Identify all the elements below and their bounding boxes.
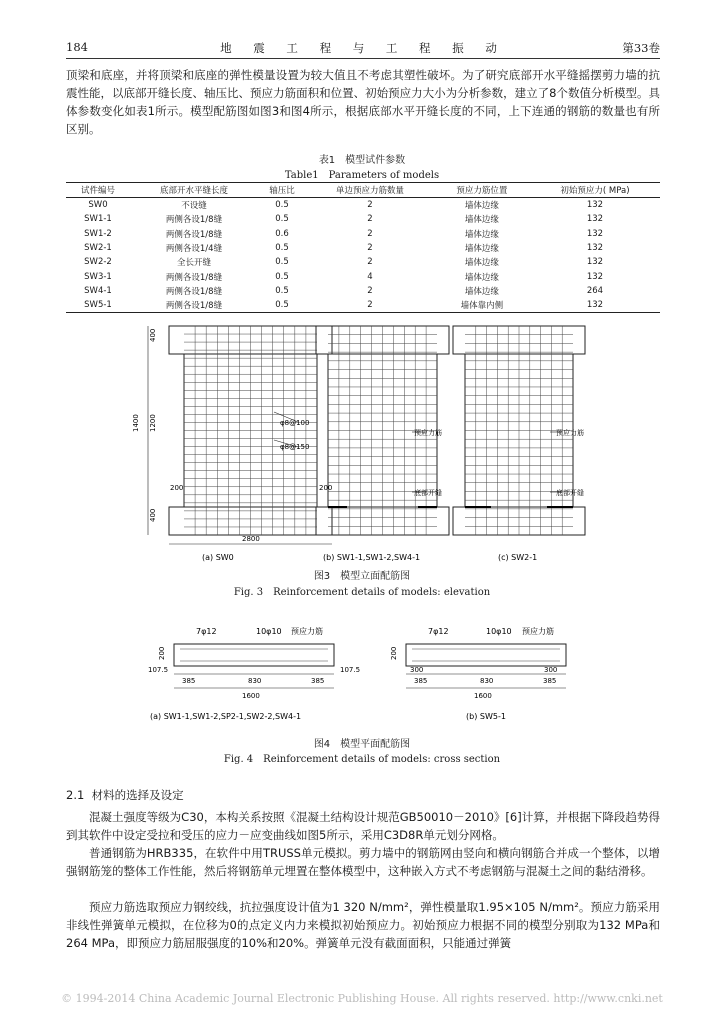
page-header bbox=[66, 40, 660, 60]
col-header: 底部开水平缝长度 bbox=[130, 183, 258, 198]
dim-d3-right: 385 bbox=[543, 677, 557, 685]
sublabel-c: (c) SW2-1 bbox=[498, 553, 538, 562]
paragraph-concrete: 混凝土强度等级为C30，本构关系按照《混凝土结构设计规范GB50010－2010》[6]计算，并根据下降段趋势得到其软件中设定受拉和受压的应力－应变曲线如图5所示，采用C3D8R单元划分网格。 bbox=[66, 810, 660, 842]
table1-caption-en: Table1 Parameters of models bbox=[284, 170, 440, 181]
table-cell: 2 bbox=[367, 214, 373, 225]
table-cell: SW1-2 bbox=[84, 228, 112, 239]
figure3-elevation bbox=[66, 322, 660, 587]
table-row bbox=[66, 198, 660, 213]
col-header: 单边预应力筋数量 bbox=[306, 183, 434, 198]
dim-width: 2800 bbox=[242, 535, 260, 543]
table-row bbox=[66, 255, 660, 269]
table-cell: 墙体边缘 bbox=[464, 286, 499, 297]
table-cell: 墙体边缘 bbox=[464, 229, 499, 240]
panel-sw1 bbox=[316, 326, 449, 562]
dim-seat-right: 200 bbox=[319, 484, 333, 492]
table-cell: 全长开缝 bbox=[176, 258, 211, 269]
col-header: 试件编号 bbox=[66, 183, 130, 198]
table-cell: 132 bbox=[530, 298, 660, 313]
header-rule bbox=[66, 58, 660, 59]
copyright-footer: © 1994-2014 China Academic Journal Electronic Publishing House. All rights reserved. http://www.cnki.net bbox=[61, 992, 663, 1005]
table-cell: 两侧各设1/8缝 bbox=[165, 286, 223, 297]
dim-seat-left: 200 bbox=[170, 484, 184, 492]
table-cell: 0.5 bbox=[275, 271, 289, 282]
label-bars-b-left: 10φ10 bbox=[256, 627, 282, 636]
table-row bbox=[66, 269, 660, 283]
dim-h-right: 200 bbox=[390, 646, 398, 660]
parameters-table bbox=[66, 182, 660, 313]
paragraph-rebar: 普通钢筋为HRB335，在软件中用TRUSS单元模拟。剪力墙中的钢筋网由竖向和横向钢筋合并成一个整体，以增强钢筋笼的整体工作性能，然后将钢筋单元埋置在整体模型中，这种嵌入方式不考虑钢筋与混凝土之间的黏结滑移。 bbox=[66, 846, 660, 878]
table-cell: 两侧各设1/8缝 bbox=[165, 229, 223, 240]
dim-d2-left: 830 bbox=[248, 677, 262, 685]
table-cell: SW0 bbox=[88, 200, 108, 211]
journal-title: 地 震 工 程 与 工 程 振 动 bbox=[220, 41, 506, 55]
table-cell: 0.5 bbox=[275, 243, 289, 254]
label-tendon-c: 预应力筋 bbox=[556, 429, 584, 437]
intro-paragraph: 顶梁和底座，并将顶梁和底座的弹性模量设置为较大值且不考虑其塑性破坏。为了研究底部开水平缝摇摆剪力墙的抗震性能，以底部开缝长度、轴压比、预应力筋面积和位置、初始预应力大小为分析参数，建立了8个数值分析模型。具体参数变化如表1所示。模型配筋图如图3和图4所示，根据底部水平开缝长度的不同，上下连通的钢筋的数量也有所区别。 bbox=[66, 68, 660, 136]
table-cell: SW2-1 bbox=[84, 243, 112, 254]
table-cell: 4 bbox=[367, 271, 373, 282]
figure3-caption-en: Fig. 3 Reinforcement details of models: elevation bbox=[233, 587, 491, 598]
table-cell: 132 bbox=[586, 214, 604, 225]
col-header: 预应力筋位置 bbox=[434, 183, 530, 198]
table-cell: 墙体边缘 bbox=[464, 201, 499, 212]
dim-edge-r-right: 300 bbox=[544, 666, 558, 674]
table-row bbox=[66, 212, 660, 226]
table-cell: 132 bbox=[586, 271, 604, 282]
col-header: 轴压比 bbox=[258, 183, 306, 198]
dim-top: 400 bbox=[149, 328, 157, 342]
table-cell: 2 bbox=[367, 257, 373, 268]
dim-edge-r-left: 107.5 bbox=[340, 666, 361, 674]
dim-total-left: 1600 bbox=[242, 692, 260, 700]
label-tendon-b: 预应力筋 bbox=[414, 429, 442, 437]
section-left bbox=[148, 626, 360, 721]
label-slit-c: 底部开缝 bbox=[556, 489, 584, 497]
table-cell: 132 bbox=[586, 257, 604, 268]
label-bars-a-left: 7φ12 bbox=[196, 627, 217, 636]
label-bar1: φ8@100 bbox=[280, 419, 310, 427]
table-row bbox=[66, 284, 660, 298]
table-cell: 不设缝 bbox=[181, 201, 207, 212]
figure3-caption-cn: 图3 模型立面配筋图 bbox=[313, 571, 411, 582]
dim-total-right: 1600 bbox=[474, 692, 492, 700]
sublabel-b: (b) SW1-1,SW1-2,SW4-1 bbox=[323, 553, 421, 562]
table-cell: 0.6 bbox=[275, 228, 289, 239]
table-cell: 墙体边缘 bbox=[464, 215, 499, 226]
table-cell: 0.5 bbox=[258, 298, 306, 313]
table-cell: 264 bbox=[586, 285, 604, 296]
panel-sw2 bbox=[453, 326, 585, 562]
table-cell: 墙体边缘 bbox=[464, 244, 499, 255]
table-cell: 132 bbox=[586, 243, 604, 254]
table-cell: 132 bbox=[586, 200, 604, 211]
col-header: 初始预应力( MPa) bbox=[530, 183, 660, 198]
table-cell: 2 bbox=[367, 243, 373, 254]
table-cell: 墙体边缘 bbox=[464, 258, 499, 269]
volume-label: 第33卷 bbox=[622, 41, 660, 55]
figure4-cross-section bbox=[66, 622, 660, 722]
table-cell: 2 bbox=[367, 285, 373, 296]
dim-edge-l-left: 107.5 bbox=[148, 666, 169, 674]
table-cell: SW1-1 bbox=[84, 214, 112, 225]
table-cell: SW2-2 bbox=[84, 257, 112, 268]
table-cell: SW5-1 bbox=[66, 298, 130, 313]
paragraph-tendon: 预应力筋选取预应力钢绞线，抗拉强度设计值为1 320 N/mm²，弹性模量取1.95×105 N/mm²。预应力筋采用非线性弹簧单元模拟，在位移为0的点定义内力来模拟初始预应力。初始预应力根据不同的模型分别取为132 MPa和264 MPa，即预应力筋屈服强度的10%和20%。弹簧单元没有截面面积，只能通过弹簧 bbox=[66, 900, 660, 950]
table-cell: 墙体边缘 bbox=[464, 272, 499, 283]
section-title: 材料的选择及设定 bbox=[91, 788, 184, 802]
table-cell: SW3-1 bbox=[84, 271, 112, 282]
sublabel-a: (a) SW0 bbox=[202, 553, 234, 562]
dim-d1-right: 385 bbox=[414, 677, 428, 685]
table-cell: 墙体靠内侧 bbox=[434, 298, 530, 313]
table-cell: SW4-1 bbox=[84, 285, 112, 296]
table-cell: 两侧各设1/8缝 bbox=[130, 298, 258, 313]
label-bar2: φ8@150 bbox=[280, 443, 310, 451]
sublabel-left: (a) SW1-1,SW1-2,SP2-1,SW2-2,SW4-1 bbox=[150, 712, 302, 721]
table-cell: 两侧各设1/8缝 bbox=[165, 215, 223, 226]
dim-bot: 400 bbox=[149, 508, 157, 522]
table-row bbox=[66, 298, 660, 313]
section-number: 2.1 bbox=[66, 788, 85, 802]
panel-sw0 bbox=[132, 326, 332, 562]
table-cell: 两侧各设1/8缝 bbox=[165, 272, 223, 283]
table-cell: 2 bbox=[367, 228, 373, 239]
label-bars-b-right: 10φ10 bbox=[486, 627, 512, 636]
section-right bbox=[390, 626, 566, 721]
dim-h-left: 200 bbox=[158, 646, 166, 660]
table-cell: 0.5 bbox=[275, 257, 289, 268]
sublabel-right: (b) SW5-1 bbox=[466, 712, 506, 721]
table-cell: 0.5 bbox=[275, 200, 289, 211]
table-cell: 两侧各设1/4缝 bbox=[165, 244, 223, 255]
table1-caption-cn: 表1 模型试件参数 bbox=[318, 155, 406, 166]
table-row bbox=[66, 241, 660, 255]
table-cell: 132 bbox=[586, 228, 604, 239]
table-header-row bbox=[66, 183, 660, 198]
dim-edge-l-right: 300 bbox=[410, 666, 424, 674]
label-tendon-left: 预应力筋 bbox=[291, 627, 323, 636]
label-slit-b: 底部开缝 bbox=[414, 489, 442, 497]
page-number: 184 bbox=[66, 40, 88, 54]
figure4-caption-cn: 图4 模型平面配筋图 bbox=[313, 739, 411, 750]
section-heading bbox=[66, 787, 184, 803]
table-cell: 2 bbox=[306, 298, 434, 313]
table-cell: 2 bbox=[367, 200, 373, 211]
dim-d2-right: 830 bbox=[480, 677, 494, 685]
table-cell: 0.5 bbox=[275, 214, 289, 225]
dim-d1-left: 385 bbox=[182, 677, 196, 685]
dim-mid: 1200 bbox=[149, 414, 157, 432]
table-cell: 0.5 bbox=[275, 285, 289, 296]
dim-d3-left: 385 bbox=[311, 677, 325, 685]
label-tendon-right: 预应力筋 bbox=[522, 627, 554, 636]
figure4-caption-en: Fig. 4 Reinforcement details of models: cross section bbox=[223, 754, 501, 765]
table-row bbox=[66, 227, 660, 241]
dim-total: 1400 bbox=[132, 414, 140, 432]
label-bars-a-right: 7φ12 bbox=[428, 627, 449, 636]
